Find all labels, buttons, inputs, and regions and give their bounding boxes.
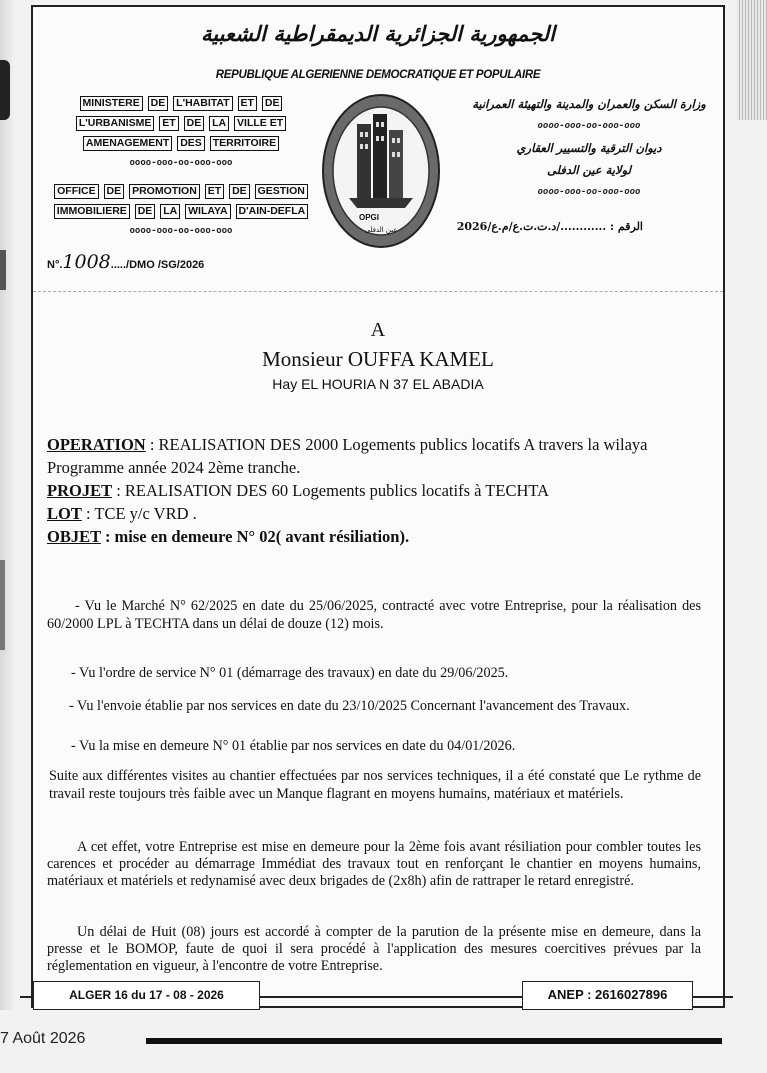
word: IMMOBILIERE <box>54 204 130 219</box>
ornament-line: oooo-ooo-oo-ooo-ooo <box>129 158 233 168</box>
word: DES <box>177 136 205 151</box>
scan-left-edge <box>0 0 14 1010</box>
arabic-ministry-block <box>469 93 709 203</box>
word: DE <box>135 204 156 219</box>
word: GESTION <box>255 184 308 199</box>
arabic-wilaya: لولاية عين الدفلى <box>546 163 632 177</box>
addressee-name: Monsieur OUFFA KAMEL <box>262 347 494 371</box>
footer-rule <box>260 996 522 998</box>
objet-label: OBJET <box>47 527 101 546</box>
word: ET <box>159 116 178 131</box>
opgi-logo <box>319 92 443 250</box>
projet-text: : REALISATION DES 60 Logements publics locatifs à TECHTA <box>112 481 550 500</box>
word: ET <box>238 96 257 111</box>
paragraph-delai: Un délai de Huit (08) jours est accordé à compter de la parution de la présente mise en demeure, dans la presse et le BOMOP, faute de quoi il sera procédé à l'application des mesures coercitives prévues par la réglementation en vigueur, à l'encontre de votre Entreprise. <box>47 924 701 974</box>
arabic-reference: الرقم : ............/د.ت.ت.ع/م.ع/2026 <box>456 220 643 233</box>
word: TERRITOIRE <box>210 136 279 151</box>
french-republic-title: REPUBLIQUE ALGERIENNE DEMOCRATIQUE ET POPULAIRE <box>215 69 541 81</box>
word: DE <box>229 184 250 199</box>
newspaper-date: 7 Août 2026 <box>0 1030 86 1047</box>
scan-artifact <box>0 60 10 120</box>
paragraph-constat: Suite aux différentes visites au chantier effectuées par nos services techniques, il a été constaté que Le rythme de travail reste toujours très faible avec un Manque flagrant en moyens humains, matériaux et matériels. <box>49 768 701 802</box>
objet-text: : mise en demeure N° 02( avant résiliation). <box>100 527 410 546</box>
word: L'URBANISME <box>76 116 155 131</box>
word: D'AIN-DEFLA <box>236 204 309 219</box>
subject-block <box>47 433 709 548</box>
operation-text: : REALISATION DES 2000 Logements publics locatifs A travers la wilaya <box>145 435 648 454</box>
word: DE <box>262 96 283 111</box>
ornament-line: oooo-ooo-oo-ooo-ooo <box>537 121 641 131</box>
addressee-to: A <box>370 319 386 341</box>
reference-number <box>47 251 204 273</box>
word: L'HABITAT <box>173 96 232 111</box>
ref-prefix: N°. <box>47 259 63 271</box>
word: LA <box>160 204 180 219</box>
office-line-1 <box>47 181 315 201</box>
lot-line <box>47 502 709 525</box>
footer-rule <box>693 996 733 998</box>
word: OFFICE <box>54 184 99 199</box>
scan-artifact <box>0 560 5 650</box>
legal-notice <box>31 5 725 1008</box>
scan-artifact <box>0 250 6 290</box>
word: DE <box>148 96 169 111</box>
arabic-republic-title: الجمهورية الجزائرية الديمقراطية الشعبية <box>200 21 555 46</box>
paragraph-mise-demeure-01: - Vu la mise en demeure N° 01 établie par nos services en date du 04/01/2026. <box>71 738 516 754</box>
operation-label: OPERATION <box>47 435 146 454</box>
separator <box>33 291 723 292</box>
ornament-line: oooo-ooo-oo-ooo-ooo <box>537 187 641 197</box>
ministry-block <box>47 93 315 173</box>
word: WILAYA <box>185 204 230 219</box>
paragraph-ordre-service: - Vu l'ordre de service N° 01 (démarrage des travaux) en date du 29/06/2025. <box>71 665 509 681</box>
word: MINISTERE <box>80 96 143 111</box>
office-line-2 <box>47 201 315 221</box>
ornament-line: oooo-ooo-oo-ooo-ooo <box>129 226 233 236</box>
objet-line <box>47 525 709 548</box>
footer-rule <box>20 996 34 998</box>
ministry-line-1 <box>47 93 315 113</box>
logo-arabic-text: عين الدفلى <box>364 226 398 234</box>
word: VILLE ET <box>234 116 286 131</box>
logo-text: OPGI <box>359 213 380 222</box>
arabic-office: ديوان الترقية والتسيير العقاري <box>516 141 662 155</box>
handwritten-number: 1008 <box>62 251 111 273</box>
word: LA <box>209 116 229 131</box>
projet-label: PROJET <box>47 481 113 500</box>
ref-suffix: ...../DMO /SG/2026 <box>110 259 205 271</box>
paragraph-marche: - Vu le Marché N° 62/2025 en date du 25/06/2025, contracté avec votre Entreprise, pour la réalisation des 60/2000 LPL à TECHTA dans un délai de douze (12) mois. <box>47 598 701 632</box>
anep-box: ANEP : 2616027896 <box>522 981 693 1010</box>
word: ET <box>205 184 224 199</box>
operation-line <box>47 433 709 456</box>
ministry-line-2 <box>47 113 315 133</box>
projet-line <box>47 479 709 502</box>
paragraph-envoie: - Vu l'envoie établie par nos services en date du 23/10/2025 Concernant l'avancement des Travaux. <box>69 698 630 714</box>
paragraph-mise-demeure-02: A cet effet, votre Entreprise est mise en demeure pour la 2ème fois avant résiliation pour combler toutes les carences et procéder au démarrage Immédiat des travaux tout en renforçant le chantier en moyens humains, matériaux et matériels et redynamisé avec deux brigades de (2x8h) afin de rattraper le retard enregistré. <box>47 839 701 889</box>
lot-text: : TCE y/c VRD . <box>81 504 197 523</box>
word: AMENAGEMENT <box>83 136 172 151</box>
word: PROMOTION <box>129 184 200 199</box>
programme-line: Programme année 2024 2ème tranche. <box>47 458 301 477</box>
newspaper-rule <box>146 1038 722 1044</box>
arabic-ministry: وزارة السكن والعمران والمدينة والتهيئة العمرانية <box>472 97 706 111</box>
publication-box: ALGER 16 du 17 - 08 - 2026 <box>33 981 260 1010</box>
word: DE <box>184 116 205 131</box>
office-block <box>47 181 315 241</box>
ministry-line-3 <box>47 133 315 153</box>
scan-right-edge <box>737 0 767 120</box>
word: DE <box>104 184 125 199</box>
addressee-address: Hay EL HOURIA N 37 EL ABADIA <box>272 376 484 392</box>
lot-label: LOT <box>47 504 82 523</box>
